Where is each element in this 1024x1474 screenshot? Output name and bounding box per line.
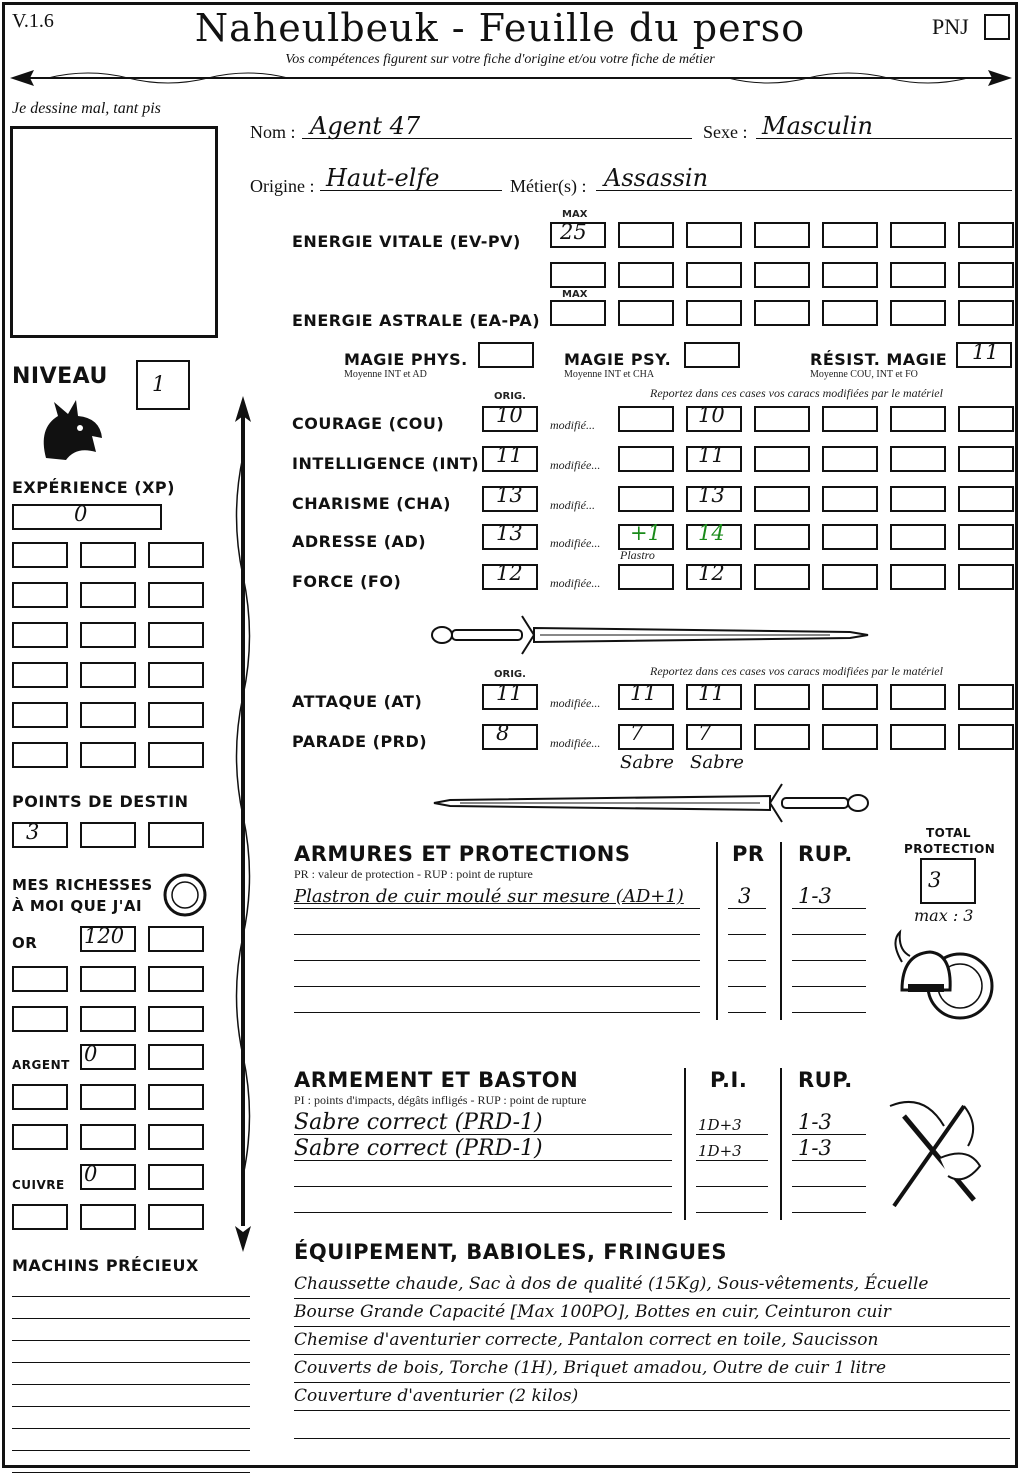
xp-box[interactable]: [80, 622, 136, 648]
richesses-label-2: À MOI QUE J'AI: [12, 897, 143, 915]
richesses-label-1: MES RICHESSES: [12, 876, 153, 894]
xp-box[interactable]: [148, 582, 204, 608]
ea-box[interactable]: [890, 300, 946, 326]
ea-box[interactable]: [822, 300, 878, 326]
destin-value: 3: [26, 820, 40, 844]
equipement-line[interactable]: [294, 1382, 1010, 1383]
destin-label: POINTS DE DESTIN: [12, 792, 189, 811]
spear-vertical-icon: [228, 396, 258, 1252]
arme-rup: 1-3: [798, 1136, 832, 1160]
stats-final-value: 12: [698, 561, 725, 585]
armement-col-pi: P.I.: [710, 1068, 748, 1092]
metier-value[interactable]: Assassin: [604, 164, 709, 192]
arme-rup-line[interactable]: [792, 1212, 866, 1213]
weapon-note-1: Sabre: [620, 752, 674, 773]
armure-pr-line[interactable]: [728, 1012, 766, 1013]
armures-note: PR : valeur de protection - RUP : point de rupture: [294, 867, 533, 881]
or-label: OR: [12, 934, 38, 952]
armure-pr-line[interactable]: [728, 960, 766, 961]
magie-psy-label: MAGIE PSY.: [564, 350, 672, 369]
origine-underline: [320, 190, 502, 191]
dragon-icon: [36, 398, 108, 464]
stats-mod-box[interactable]: [754, 446, 810, 472]
armure-rup-line[interactable]: [792, 1012, 866, 1013]
metier-label: Métier(s) :: [510, 176, 587, 196]
ev-max-label: MAX: [562, 209, 588, 220]
money-box[interactable]: [12, 1204, 68, 1230]
arme-line[interactable]: [294, 1212, 672, 1213]
stats-mod-box[interactable]: [958, 524, 1014, 550]
armure-line[interactable]: [294, 1012, 700, 1013]
stats-mod-box[interactable]: [754, 524, 810, 550]
machins-line[interactable]: [12, 1472, 250, 1473]
niveau-label: NIVEAU: [12, 364, 108, 389]
stats-mod-label: modifié...: [550, 418, 595, 432]
magie-psy-box[interactable]: [684, 342, 740, 368]
stats-mod-box[interactable]: [890, 564, 946, 590]
machins-label: MACHINS PRÉCIEUX: [12, 1256, 199, 1275]
money-box[interactable]: [12, 1084, 68, 1110]
stats-mod-box[interactable]: [618, 564, 674, 590]
stats-orig-value: 11: [496, 443, 523, 467]
cuivre-label: CUIVRE: [12, 1178, 65, 1192]
arme-rup-line[interactable]: [792, 1160, 866, 1161]
destin-box[interactable]: [80, 822, 136, 848]
equipement-line[interactable]: [294, 1354, 1010, 1355]
equipement-item: Couverture d'aventurier (2 kilos): [294, 1386, 579, 1406]
resist-magie-value: 11: [972, 340, 999, 364]
money-box[interactable]: [148, 1084, 204, 1110]
combat-label: PARADE (PRD): [292, 732, 428, 751]
combat-mod-label: modifiée...: [550, 696, 601, 710]
sheet-subtitle: Vos compétences figurent sur votre fiche d'origine et/ou votre fiche de métier: [285, 52, 715, 67]
money-box[interactable]: [148, 926, 204, 952]
stats-mod-box[interactable]: [754, 486, 810, 512]
armure-pr-line[interactable]: [728, 986, 766, 987]
total-protection-max: max : 3: [914, 906, 974, 925]
ea-label: ENERGIE ASTRALE (EA-PA): [292, 311, 541, 330]
stats-mod-box[interactable]: [958, 406, 1014, 432]
total-protection-label-1: TOTAL: [926, 826, 972, 840]
stats-mod-box[interactable]: [618, 486, 674, 512]
arme-rup: 1-3: [798, 1110, 832, 1134]
stats-final-value: 10: [698, 403, 725, 427]
origine-value[interactable]: Haut-elfe: [326, 164, 440, 192]
arme-pi-line[interactable]: [696, 1186, 768, 1187]
equipement-item: Chemise d'aventurier correcte, Pantalon correct en toile, Saucisson: [294, 1330, 879, 1350]
weapons-icon: [884, 1096, 994, 1212]
combat-orig-value: 11: [496, 681, 523, 705]
armure-rup-line[interactable]: [792, 908, 866, 909]
stats-label: ADRESSE (AD): [292, 532, 427, 551]
destin-box[interactable]: [12, 822, 68, 848]
stats-orig-value: 13: [496, 483, 523, 507]
equipement-line[interactable]: [294, 1438, 1010, 1439]
combat-mod-box[interactable]: [822, 684, 878, 710]
combat-mod-box[interactable]: [754, 684, 810, 710]
equipement-line[interactable]: [294, 1298, 1010, 1299]
xp-box[interactable]: [12, 582, 68, 608]
stats-mod-box[interactable]: [754, 406, 810, 432]
equipement-line[interactable]: [294, 1326, 1010, 1327]
xp-box[interactable]: [80, 582, 136, 608]
money-box[interactable]: [12, 1006, 68, 1032]
ev-box[interactable]: [550, 262, 606, 288]
ev-box[interactable]: [890, 262, 946, 288]
stats-mod-box[interactable]: [822, 486, 878, 512]
armure-line[interactable]: [294, 908, 700, 909]
arme-pi-line[interactable]: [696, 1134, 768, 1135]
ev-box[interactable]: [958, 222, 1014, 248]
ev-box[interactable]: [958, 262, 1014, 288]
helmet-shield-icon: [888, 928, 996, 1032]
stats-mod-box[interactable]: [890, 524, 946, 550]
money-box[interactable]: [148, 1204, 204, 1230]
equipement-item: Couverts de bois, Torche (1H), Briquet amadou, Outre de cuir 1 litre: [294, 1358, 887, 1378]
machins-line[interactable]: [12, 1362, 250, 1363]
combat-mod-box[interactable]: [754, 724, 810, 750]
xp-box[interactable]: [148, 542, 204, 568]
money-box[interactable]: [12, 966, 68, 992]
stats-label: INTELLIGENCE (INT): [292, 454, 480, 473]
machins-line[interactable]: [12, 1340, 250, 1341]
ev-box[interactable]: [686, 262, 742, 288]
armure-line[interactable]: [294, 934, 700, 935]
ea-max-label: MAX: [562, 289, 588, 300]
stats-report-note: Reportez dans ces cases vos caracs modifiées par le matériel: [650, 386, 943, 400]
armures-divider-1: [716, 842, 718, 1020]
sword-icon-2: [430, 780, 870, 826]
stats-orig-value: 12: [496, 561, 523, 585]
ev-box[interactable]: [754, 262, 810, 288]
machins-line[interactable]: [12, 1296, 250, 1297]
resist-magie-note: Moyenne COU, INT et FO: [810, 369, 918, 380]
stats-mod-box[interactable]: [958, 486, 1014, 512]
metier-underline: [596, 190, 1012, 191]
total-protection-value: 3: [928, 868, 942, 892]
origine-label: Origine :: [250, 176, 315, 196]
stats-label: CHARISME (CHA): [292, 494, 451, 513]
xp-box[interactable]: [148, 742, 204, 768]
niveau-value: 1: [152, 372, 166, 396]
armure-line[interactable]: [294, 986, 700, 987]
machins-line[interactable]: [12, 1406, 250, 1407]
arme-rup-line[interactable]: [792, 1186, 866, 1187]
stats-mod-value: +1: [630, 521, 661, 545]
money-box[interactable]: [80, 1084, 136, 1110]
combat-label: ATTAQUE (AT): [292, 692, 423, 711]
sexe-underline: [756, 138, 1012, 139]
experience-value: 0: [74, 502, 88, 526]
resist-magie-label: RÉSIST. MAGIE: [810, 350, 948, 369]
spear-divider-icon: [8, 66, 1014, 90]
ev-box[interactable]: [686, 222, 742, 248]
weapon-note-2: Sabre: [690, 752, 744, 773]
stats-final-value: 14: [698, 521, 725, 545]
stats-mod-box[interactable]: [822, 446, 878, 472]
armure-rup-line[interactable]: [792, 960, 866, 961]
money-box[interactable]: [148, 1044, 204, 1070]
money-box[interactable]: [12, 1124, 68, 1150]
xp-box[interactable]: [148, 662, 204, 688]
armures-col-pr: PR: [732, 842, 765, 866]
money-box[interactable]: [148, 966, 204, 992]
equipement-item: Bourse Grande Capacité [Max 100PO], Bottes en cuir, Ceinturon cuir: [294, 1302, 891, 1322]
money-box[interactable]: [80, 966, 136, 992]
armement-divider-2: [780, 1068, 782, 1220]
armure-rup: 1-3: [798, 884, 832, 908]
stats-label: COURAGE (COU): [292, 414, 445, 433]
arme-pi: 1D+3: [698, 1142, 742, 1160]
nom-underline: [302, 138, 692, 139]
arme-line[interactable]: [294, 1186, 672, 1187]
money-box[interactable]: [80, 1204, 136, 1230]
nom-value[interactable]: Agent 47: [310, 112, 421, 140]
armures-title: ARMURES ET PROTECTIONS: [294, 842, 631, 866]
magie-phys-note: Moyenne INT et AD: [344, 369, 427, 380]
armement-col-rup: RUP.: [798, 1068, 853, 1092]
ea-box[interactable]: [686, 300, 742, 326]
portrait-box[interactable]: [10, 126, 218, 338]
portrait-caption: Je dessine mal, tant pis: [12, 100, 161, 117]
armure-pr: 3: [738, 884, 752, 908]
combat-mod-box[interactable]: [958, 684, 1014, 710]
combat-mod-box[interactable]: [890, 684, 946, 710]
armement-divider-1: [684, 1068, 686, 1220]
ea-box[interactable]: [754, 300, 810, 326]
ev-box[interactable]: [754, 222, 810, 248]
xp-box[interactable]: [80, 742, 136, 768]
argent-label: ARGENT: [12, 1058, 70, 1072]
combat-orig-box[interactable]: [482, 724, 538, 750]
arme-pi-line[interactable]: [696, 1212, 768, 1213]
stats-mod-label: modifié...: [550, 498, 595, 512]
stats-mod-box[interactable]: [822, 564, 878, 590]
total-protection-label-2: PROTECTION: [904, 842, 996, 856]
combat-mod-value: 11: [630, 681, 657, 705]
stats-mod-label: modifiée...: [550, 536, 601, 550]
armure-pr-line[interactable]: [728, 934, 766, 935]
equipement-line[interactable]: [294, 1410, 1010, 1411]
stats-mod-label: modifiée...: [550, 576, 601, 590]
combat-final-value: 11: [698, 681, 725, 705]
ev-label: ENERGIE VITALE (EV-PV): [292, 232, 521, 251]
xp-box[interactable]: [12, 742, 68, 768]
xp-box[interactable]: [148, 702, 204, 728]
combat-orig-value: 8: [496, 721, 510, 745]
arme-rup-line[interactable]: [792, 1134, 866, 1135]
armures-col-rup: RUP.: [798, 842, 853, 866]
combat-mod-box[interactable]: [890, 724, 946, 750]
pnj-checkbox[interactable]: [984, 14, 1010, 40]
stats-mod-box[interactable]: [890, 486, 946, 512]
combat-mod-box[interactable]: [686, 724, 742, 750]
nom-label: Nom :: [250, 122, 296, 142]
machins-line[interactable]: [12, 1428, 250, 1429]
armure-line[interactable]: [294, 960, 700, 961]
stats-mod-label: modifiée...: [550, 458, 601, 472]
combat-orig-label: ORIG.: [494, 669, 526, 680]
magie-phys-box[interactable]: [478, 342, 534, 368]
stats-mod-box[interactable]: [958, 446, 1014, 472]
stats-mod-box[interactable]: [890, 446, 946, 472]
sexe-label: Sexe :: [703, 122, 748, 142]
money-box[interactable]: [148, 1006, 204, 1032]
arme-pi: 1D+3: [698, 1116, 742, 1134]
destin-box[interactable]: [148, 822, 204, 848]
armure-name: Plastron de cuir moulé sur mesure (AD+1): [294, 886, 684, 907]
ea-box[interactable]: [958, 300, 1014, 326]
version-label: V.1.6: [12, 10, 54, 32]
ev-box[interactable]: [822, 222, 878, 248]
stats-orig-value: 10: [496, 403, 523, 427]
armure-rup-line[interactable]: [792, 934, 866, 935]
machins-line[interactable]: [12, 1384, 250, 1385]
adresse-mod-note: Plastro: [620, 548, 655, 562]
stats-mod-box[interactable]: [822, 406, 878, 432]
arme-name: Sabre correct (PRD-1): [294, 1110, 543, 1135]
armement-note: PI : points d'impacts, dégâts infligés - RUP : point de rupture: [294, 1093, 587, 1107]
combat-report-note: Reportez dans ces cases vos caracs modifiées par le matériel: [650, 664, 943, 678]
xp-box[interactable]: [12, 702, 68, 728]
money-box[interactable]: [148, 1164, 204, 1190]
money-box[interactable]: [80, 1006, 136, 1032]
money-box[interactable]: [148, 1124, 204, 1150]
ev-box[interactable]: [822, 262, 878, 288]
machins-line[interactable]: [12, 1450, 250, 1451]
stats-orig-value: 13: [496, 521, 523, 545]
ea-box[interactable]: [618, 300, 674, 326]
xp-box[interactable]: [148, 622, 204, 648]
xp-box[interactable]: [12, 622, 68, 648]
stats-mod-box[interactable]: [618, 406, 674, 432]
ev-max-value: 25: [560, 220, 587, 244]
ev-box[interactable]: [618, 262, 674, 288]
combat-mod-label: modifiée...: [550, 736, 601, 750]
sexe-value[interactable]: Masculin: [762, 112, 873, 140]
stats-mod-box[interactable]: [890, 406, 946, 432]
ea-max-box[interactable]: [550, 300, 606, 326]
stats-mod-box[interactable]: [754, 564, 810, 590]
xp-box[interactable]: [80, 702, 136, 728]
equipement-title: ÉQUIPEMENT, BABIOLES, FRINGUES: [294, 1240, 727, 1264]
machins-line[interactable]: [12, 1318, 250, 1319]
stats-orig-label: ORIG.: [494, 391, 526, 402]
pnj-label: PNJ: [932, 14, 969, 39]
xp-box[interactable]: [12, 662, 68, 688]
combat-final-value: 7: [698, 721, 712, 745]
armures-divider-2: [780, 842, 782, 1020]
xp-box[interactable]: [12, 542, 68, 568]
sheet-title: Naheulbeuk - Feuille du perso: [194, 6, 806, 50]
combat-mod-value: 7: [630, 721, 644, 745]
combat-mod-box[interactable]: [618, 724, 674, 750]
stats-final-value: 13: [698, 483, 725, 507]
xp-box[interactable]: [80, 542, 136, 568]
ev-box[interactable]: [890, 222, 946, 248]
sword-icon: [430, 612, 870, 658]
ev-box[interactable]: [618, 222, 674, 248]
argent-value: 0: [84, 1042, 98, 1066]
armement-title: ARMEMENT ET BASTON: [294, 1068, 579, 1092]
magie-phys-label: MAGIE PHYS.: [344, 350, 468, 369]
or-value: 120: [84, 924, 125, 948]
magie-psy-note: Moyenne INT et CHA: [564, 369, 655, 380]
equipement-line[interactable]: [294, 1466, 1010, 1467]
coin-icon: [162, 872, 208, 918]
money-box[interactable]: [80, 1124, 136, 1150]
arme-pi-line[interactable]: [696, 1160, 768, 1161]
cuivre-value: 0: [84, 1162, 98, 1186]
experience-label: EXPÉRIENCE (XP): [12, 478, 175, 497]
stats-mod-box[interactable]: [958, 564, 1014, 590]
arme-name: Sabre correct (PRD-1): [294, 1136, 543, 1161]
armure-rup-line[interactable]: [792, 986, 866, 987]
stats-mod-box[interactable]: [822, 524, 878, 550]
stats-label: FORCE (FO): [292, 572, 402, 591]
armure-pr-line[interactable]: [728, 908, 766, 909]
combat-mod-box[interactable]: [822, 724, 878, 750]
xp-box[interactable]: [80, 662, 136, 688]
stats-final-value: 11: [698, 443, 725, 467]
combat-mod-box[interactable]: [958, 724, 1014, 750]
stats-mod-box[interactable]: [618, 446, 674, 472]
equipement-item: Chaussette chaude, Sac à dos de qualité (15Kg), Sous-vêtements, Écuelle: [294, 1274, 929, 1294]
